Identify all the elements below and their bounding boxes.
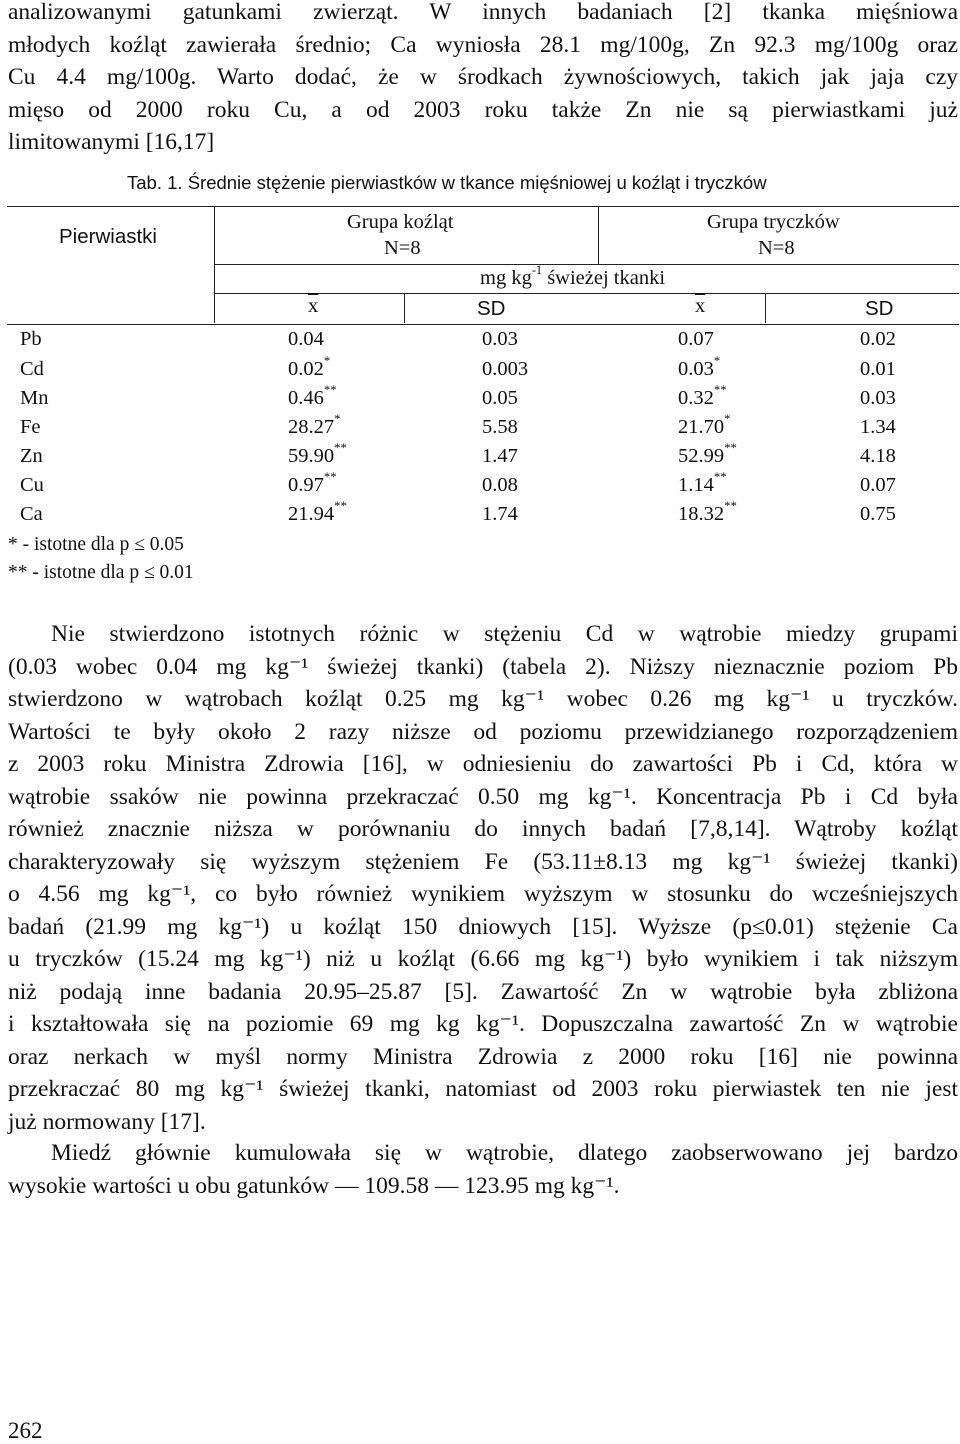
text-line: i kształtowała się na poziomie 69 mg kg kg⁻¹. Dopuszczalna zawartość Zn w wątrobie: [8, 1011, 958, 1037]
text-line: mięso od 2000 roku Cu, a od 2003 roku także Zn nie są pierwiastkami już: [8, 96, 958, 123]
text-line: młodych koźląt zawierała średnio; Ca wyniosła 28.1 mg/100g, Zn 92.3 mg/100g oraz: [8, 31, 958, 58]
unit-exponent: -1: [531, 263, 543, 278]
header-group2-name: Grupa tryczków: [707, 211, 840, 233]
cell-element: Cd: [20, 358, 44, 380]
cell-mean-group2: 0.03*: [678, 354, 721, 380]
cell-element: Pb: [20, 328, 42, 350]
header-mean-group2: $\overline{x}$: [695, 295, 706, 317]
significance-marker: **: [334, 441, 347, 456]
cell-sd-group1: 0.03: [482, 328, 518, 350]
cell-element: Mn: [20, 387, 49, 409]
significance-marker: *: [713, 354, 721, 369]
header-elements: Pierwiastki: [59, 225, 157, 248]
significance-marker: **: [713, 383, 727, 398]
header-group1-n: N=8: [384, 237, 421, 259]
last-paragraph: [8, 1137, 958, 1202]
text-line: Wartości te były około 2 razy niższe od poziomu przewidzianego rozporządzeniem: [8, 718, 958, 745]
cell-mean-group1: 0.97**: [288, 470, 337, 496]
significance-marker: **: [323, 383, 337, 398]
text-line: oraz nerkach w myśl normy Ministra Zdrowia z 2000 roku [16] nie powinna: [8, 1043, 958, 1070]
cell-sd-group1: 0.05: [482, 387, 518, 409]
text-line: stwierdzono w wątrobach koźląt 0.25 mg kg⁻¹ wobec 0.26 mg kg⁻¹ u tryczków.: [8, 686, 958, 712]
cell-element: Ca: [20, 503, 43, 525]
header-mean-group1: $\overline{x}$: [308, 295, 319, 317]
cell-element: Zn: [20, 445, 43, 467]
header-sd-group2: SD: [865, 297, 894, 320]
page-number: 262: [8, 1418, 43, 1443]
cell-element: Fe: [20, 416, 41, 438]
significance-marker: *: [724, 412, 731, 427]
header-sd-group1: SD: [477, 297, 506, 320]
unit-prefix: mg kg: [480, 267, 532, 289]
cell-sd-group1: 1.74: [482, 503, 518, 525]
table-caption-text: Średnie stężenie pierwiastków w tkance mięśniowej u koźląt i tryczków: [187, 172, 767, 193]
cell-mean-group1: 59.90**: [288, 441, 347, 467]
significance-marker: **: [323, 470, 337, 485]
significance-marker: *: [323, 354, 331, 369]
cell-mean-group2: 0.07: [678, 328, 714, 350]
table-divider: [214, 293, 959, 294]
significance-marker: **: [334, 499, 347, 514]
cell-mean-group2: 21.70*: [678, 412, 731, 438]
unit-suffix: świeżej tkanki: [542, 267, 666, 289]
text-line: również znacznie niższa w porównaniu do innych badań [7,8,14]. Wątroby koźląt: [8, 816, 958, 842]
text-line: o 4.56 mg kg⁻¹, co było również wynikiem wyższym w stosunku do wcześniejszych: [8, 881, 958, 907]
cell-sd-group1: 0.003: [482, 358, 529, 380]
significance-marker: **: [724, 441, 737, 456]
cell-sd-group1: 1.47: [482, 445, 518, 467]
cell-mean-group1: 21.94**: [288, 499, 347, 525]
cell-sd-group2: 1.34: [860, 416, 896, 438]
text-line: (0.03 wobec 0.04 mg kg⁻¹ świeżej tkanki) (tabela 2). Niższy nieznacznie poziom Pb: [8, 653, 958, 680]
text-line: z 2003 roku Ministra Zdrowia [16], w odniesieniu do zawartości Pb i Cd, która w: [8, 751, 958, 777]
table-divider: [765, 293, 766, 323]
cell-sd-group2: 4.18: [860, 445, 896, 467]
cell-mean-group2: 18.32**: [678, 499, 737, 525]
cell-mean-group1: 0.02*: [288, 354, 331, 380]
cell-sd-group1: 0.08: [482, 474, 518, 496]
body-paragraph: [8, 618, 958, 1138]
intro-paragraph: [8, 0, 958, 159]
text-line: przekraczać 80 mg kg⁻¹ świeżej tkanki, natomiast od 2003 roku pierwiastek ten nie jest: [8, 1076, 958, 1102]
text-line: Cu 4.4 mg/100g. Warto dodać, że w środkach żywnościowych, takich jak jaja czy: [8, 64, 958, 90]
text-line: badań (21.99 mg kg⁻¹) u koźląt 150 dniowych [15]. Wyższe (p≤0.01) stężenie Ca: [8, 913, 958, 940]
significance-marker: **: [713, 470, 727, 485]
cell-sd-group2: 0.75: [860, 503, 896, 525]
header-unit: [480, 263, 666, 290]
table-divider: [404, 293, 405, 323]
header-group2-n: N=8: [758, 237, 795, 259]
cell-sd-group2: 0.07: [860, 474, 896, 496]
text-line: u tryczków (15.24 mg kg⁻¹) niż u koźląt (6.66 mg kg⁻¹) było wynikiem i tak niższym: [8, 946, 958, 972]
table-caption: [127, 172, 767, 194]
cell-sd-group1: 5.58: [482, 416, 518, 438]
cell-mean-group1: 28.27*: [288, 412, 341, 438]
text-line: limitowanymi [16,17]: [8, 129, 215, 155]
table-divider: [214, 264, 959, 265]
text-line: wysokie wartości u obu gatunków — 109.58 — 123.95 mg kg⁻¹.: [8, 1172, 620, 1199]
cell-mean-group2: 52.99**: [678, 441, 737, 467]
cell-sd-group2: 0.03: [860, 387, 896, 409]
footnote-p005: * - istotne dla p ≤ 0.05: [8, 534, 184, 555]
footnote-p001: ** - istotne dla p ≤ 0.01: [8, 562, 194, 583]
cell-mean-group2: 1.14**: [678, 470, 727, 496]
table-divider: [598, 206, 599, 264]
cell-mean-group2: 0.32**: [678, 383, 727, 409]
text-line: Miedź głównie kumulowała się w wątrobie, dlatego zaobserwowano jej bardzo: [51, 1140, 958, 1166]
text-line: charakteryzowały się wyższym stężeniem Fe (53.11±8.13 mg kg⁻¹ świeżej tkanki): [8, 848, 958, 875]
significance-marker: *: [334, 412, 341, 427]
text-line: wątrobie ssaków nie powinna przekraczać 0.50 mg kg⁻¹. Koncentracja Pb i Cd była: [8, 783, 958, 810]
text-line: Nie stwierdzono istotnych różnic w stężeniu Cd w wątrobie miedzy grupami: [51, 621, 958, 647]
text-line: niż podają inne badania 20.95–25.87 [5]. Zawartość Zn w wątrobie była zbliżona: [8, 978, 958, 1005]
cell-mean-group1: 0.46**: [288, 383, 337, 409]
text-line: już normowany [17].: [8, 1108, 206, 1135]
cell-element: Cu: [20, 474, 44, 496]
cell-sd-group2: 0.02: [860, 328, 896, 350]
cell-mean-group1: 0.04: [288, 328, 324, 350]
text-line: analizowanymi gatunkami zwierząt. W innych badaniach [2] tkanka mięśniowa: [8, 0, 958, 25]
significance-marker: **: [724, 499, 737, 514]
table-caption-label: Tab. 1.: [127, 172, 183, 193]
cell-sd-group2: 0.01: [860, 358, 896, 380]
header-group1-name: Grupa koźląt: [347, 211, 454, 233]
